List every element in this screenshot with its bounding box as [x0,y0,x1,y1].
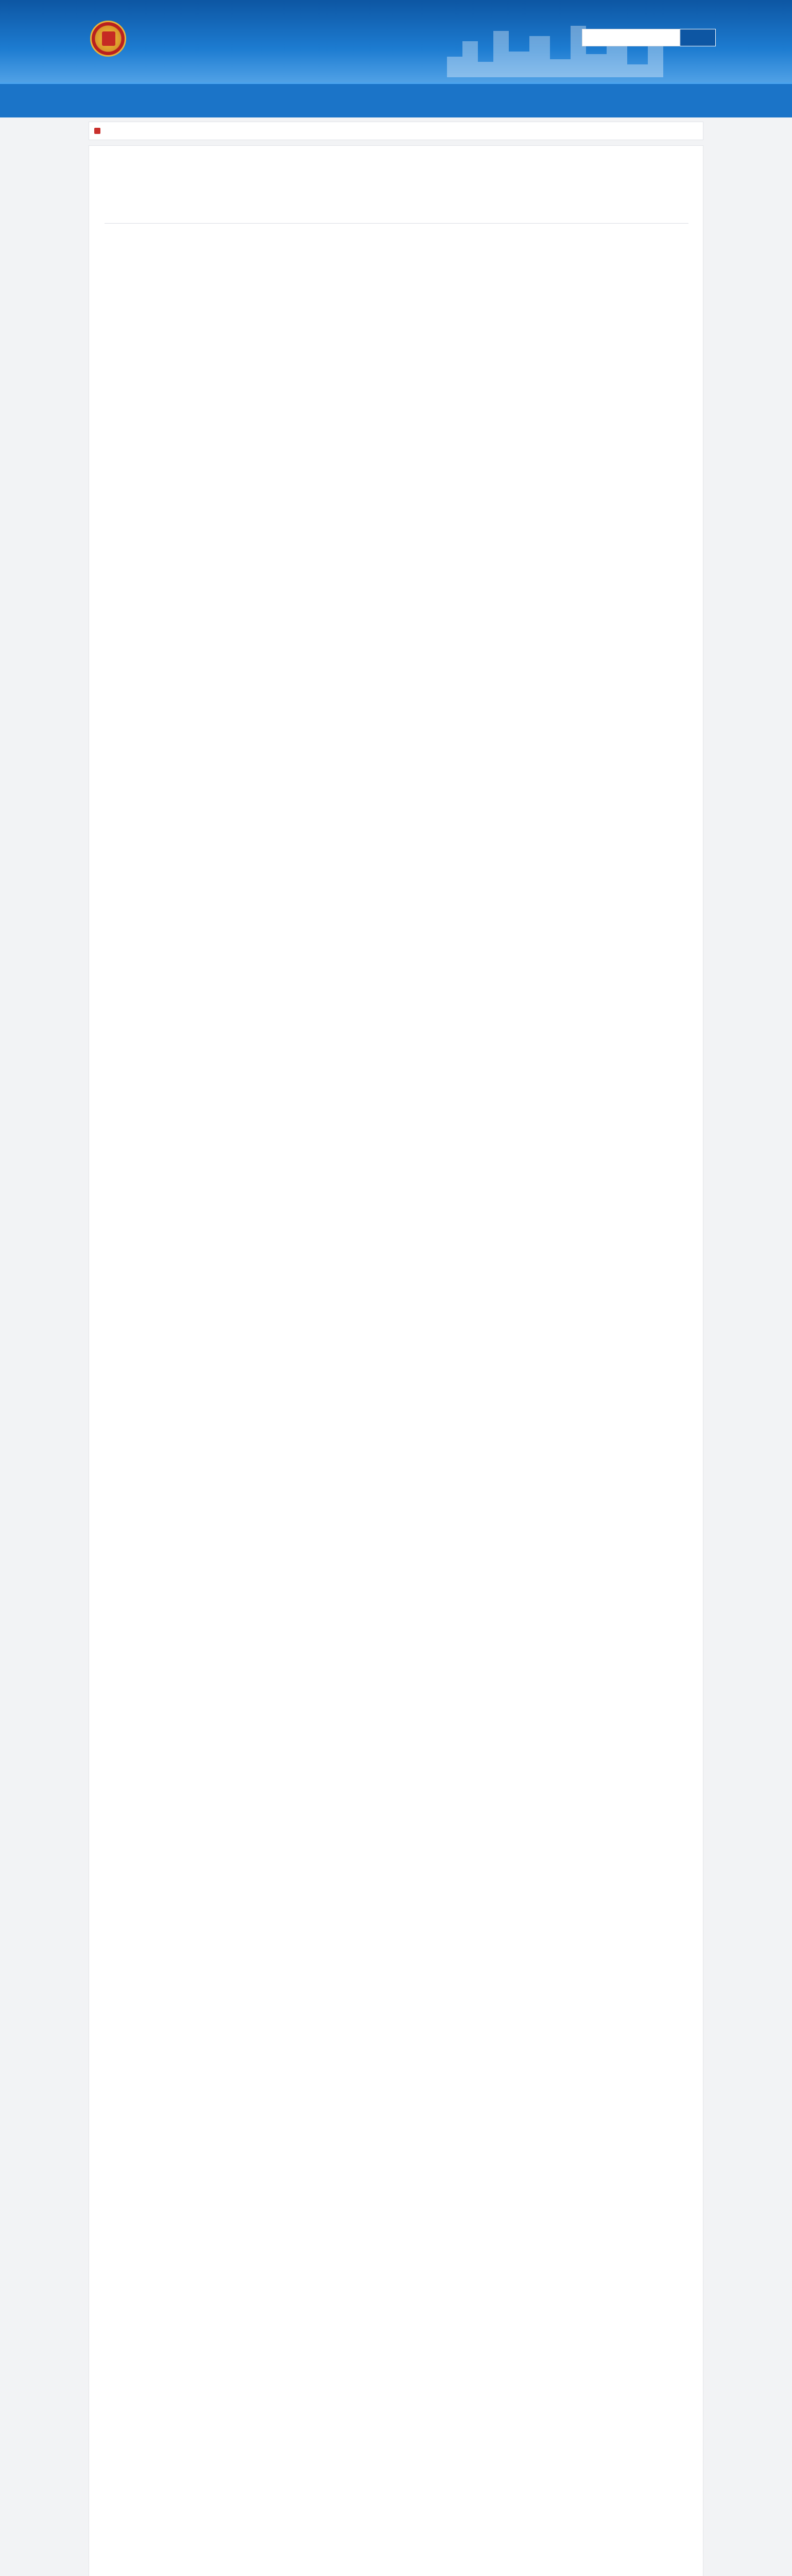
site-header [0,0,792,82]
article-content [89,145,703,2576]
search-button[interactable] [680,29,716,46]
breadcrumb [89,122,703,140]
main-nav [0,82,792,117]
search-input[interactable] [582,29,680,46]
divider [105,223,688,224]
header-band [0,49,792,82]
skyline-decoration [447,15,663,77]
location-icon [94,128,100,134]
national-emblem-icon [90,21,126,57]
